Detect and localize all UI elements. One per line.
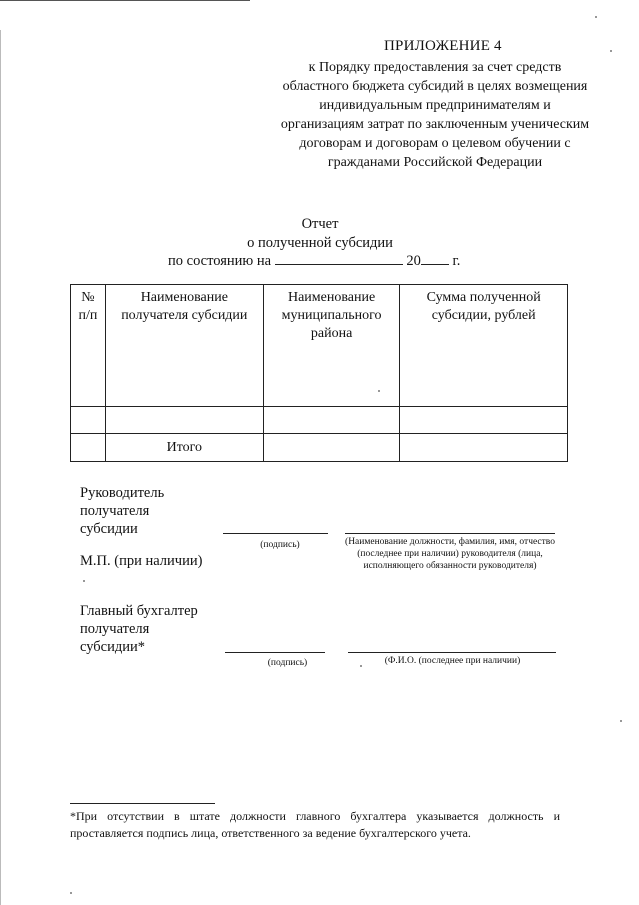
footnote: *При отсутствии в штате должности главного бухгалтера указывается должность и проставляется подпись лица, ответственного за ведение бухгалтерского учета. [70,809,560,840]
total-label: Итого [105,434,263,462]
scan-speck [620,720,622,722]
scan-speck [610,50,612,52]
header-amount: Сумма полученной субсидии, рублей [400,285,568,407]
head-label [80,484,164,538]
accountant-name-caption: (Ф.И.О. (последнее при наличии) [384,656,521,666]
year-blank-field[interactable] [421,251,449,265]
appendix-title: ПРИЛОЖЕНИЕ 4 [384,38,502,54]
table-total-row [71,434,568,462]
table-header-row [71,285,568,407]
accountant-name-line[interactable] [348,652,556,653]
scan-speck [83,580,85,582]
header-number: № п/п [71,285,106,407]
scan-speck [360,665,362,667]
scan-edge-left [0,30,1,905]
cell-district[interactable] [263,407,400,434]
head-label-line1: Руководитель [80,485,165,501]
date-prefix: по состоянию на [168,253,272,269]
report-title [150,215,490,253]
accountant-signature-line[interactable] [225,652,325,653]
subsidy-report-table [70,284,568,462]
header-district: Наименование муниципального района [263,285,400,407]
accountant-label-line3: субсидии* [80,639,146,655]
report-title-line2: о полученной субсидии [247,235,393,251]
date-year: 20 [406,253,421,269]
head-label-line2: получателя [80,503,150,519]
stamp-label: М.П. (при наличии) [80,553,203,569]
date-blank-field[interactable] [275,251,403,265]
report-title-line1: Отчет [301,216,339,232]
date-suffix: г. [452,253,461,269]
total-cell-amount[interactable] [400,434,568,462]
scan-speck [70,892,72,894]
scan-edge-top [0,0,250,1]
accountant-label-line2: получателя [80,621,150,637]
head-sign-caption: (подпись) [260,540,300,550]
header-recipient: Наименование получателя субсидии [105,285,263,407]
footnote-rule [70,803,215,804]
accountant-label-line1: Главный бухгалтер [80,603,198,619]
head-name-caption: (Наименование должности, фамилия, имя, отчество (последнее при наличии) руководителя (лица, исполняющего обязанности руководителя) [345,537,555,571]
cell-recipient[interactable] [105,407,263,434]
head-signature-line[interactable] [223,533,328,534]
total-cell-district [263,434,400,462]
accountant-label [80,602,198,656]
cell-amount[interactable] [400,407,568,434]
accountant-sign-caption: (подпись) [267,658,308,668]
head-name-line[interactable] [345,533,555,534]
scan-speck [378,390,380,392]
appendix-subtitle: к Порядку предоставления за счет средств областного бюджета субсидий в целях возмещения индивидуальным предпринимателям и организациям затрат по заключенным ученическим договорам и договорам о целевом обучении с гражданами Российской Федерации [280,60,590,170]
table-row [71,407,568,434]
head-label-line3: субсидии [80,521,138,537]
scan-speck [595,16,597,18]
report-date-line [168,251,460,270]
total-cell-number [71,434,106,462]
cell-number[interactable] [71,407,106,434]
